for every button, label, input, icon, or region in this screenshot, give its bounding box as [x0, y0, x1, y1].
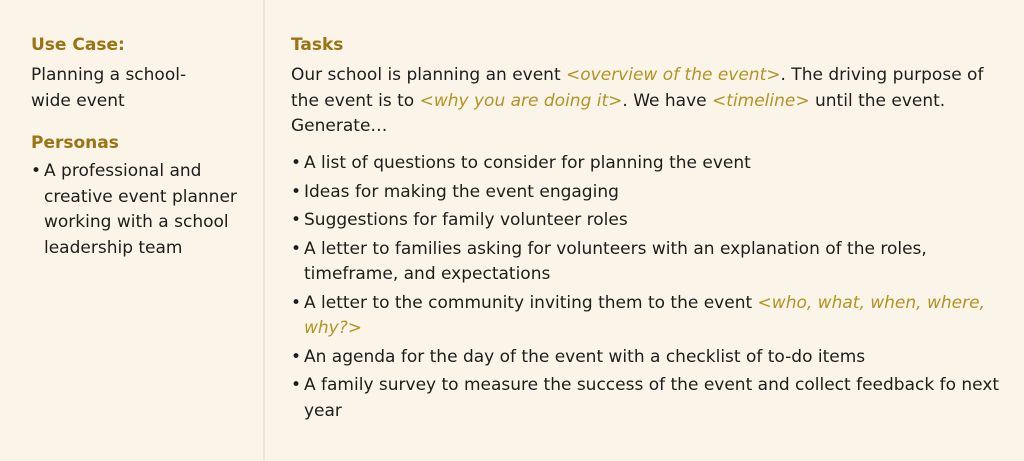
- use-case-text: Planning a school-wide event: [31, 65, 187, 111]
- tasks-list: [291, 151, 1003, 427]
- task-item-text: An agenda for the day of the event with a checklist of to-do items: [304, 346, 866, 367]
- bullet-icon: •: [291, 346, 302, 367]
- task-item: [291, 237, 1003, 288]
- task-item: [291, 180, 1003, 206]
- task-item-text: Ideas for making the event engaging: [304, 181, 619, 202]
- bullet-icon: •: [291, 210, 302, 230]
- tasks-intro: [291, 63, 991, 140]
- task-item: [291, 208, 1003, 234]
- persona-item: [31, 159, 251, 261]
- task-item-text: A letter to families asking for volunteers with an explanation of the roles, timeframe, and expectations: [304, 238, 927, 284]
- intro-text-1: Our school is planning an event: [291, 65, 567, 85]
- bullet-icon: •: [291, 375, 302, 395]
- intro-text-4: until the event. Generate…: [291, 90, 946, 136]
- tasks-heading: Tasks: [291, 35, 344, 55]
- bullet-icon: •: [31, 161, 42, 181]
- right-column: [267, 0, 1024, 461]
- placeholder-timeline: <timeline>: [712, 90, 810, 111]
- persona-item-text: A professional and creative event planner working with a school leadership team: [44, 161, 237, 258]
- placeholder-who-what: <who, what, when, where, why?>: [304, 292, 985, 338]
- intro-text-3: . We have: [622, 90, 713, 111]
- bullet-icon: •: [291, 292, 302, 313]
- task-item-text: A list of questions to consider for planning the event: [304, 153, 751, 173]
- bullet-icon: •: [291, 153, 302, 173]
- task-item: [291, 291, 1003, 342]
- personas-heading: Personas: [31, 133, 119, 153]
- left-column: [0, 0, 265, 461]
- task-item: [291, 345, 1003, 371]
- task-item: [291, 151, 1003, 177]
- intro-text-2: . The driving purpose of the event is to: [291, 65, 984, 111]
- bullet-icon: •: [291, 238, 302, 259]
- bullet-icon: •: [291, 181, 302, 202]
- placeholder-overview: <overview of the event>: [566, 65, 781, 85]
- task-item-text: A letter to the community inviting them to the event: [304, 292, 758, 313]
- task-item-text: A family survey to measure the success of the event and collect feedback fo next year: [304, 375, 1000, 421]
- task-item-text: Suggestions for family volunteer roles: [304, 210, 628, 230]
- placeholder-why: <why you are doing it>: [419, 90, 623, 111]
- use-case-heading: Use Case:: [31, 35, 125, 55]
- task-item: [291, 373, 1003, 424]
- personas-list: [31, 159, 251, 261]
